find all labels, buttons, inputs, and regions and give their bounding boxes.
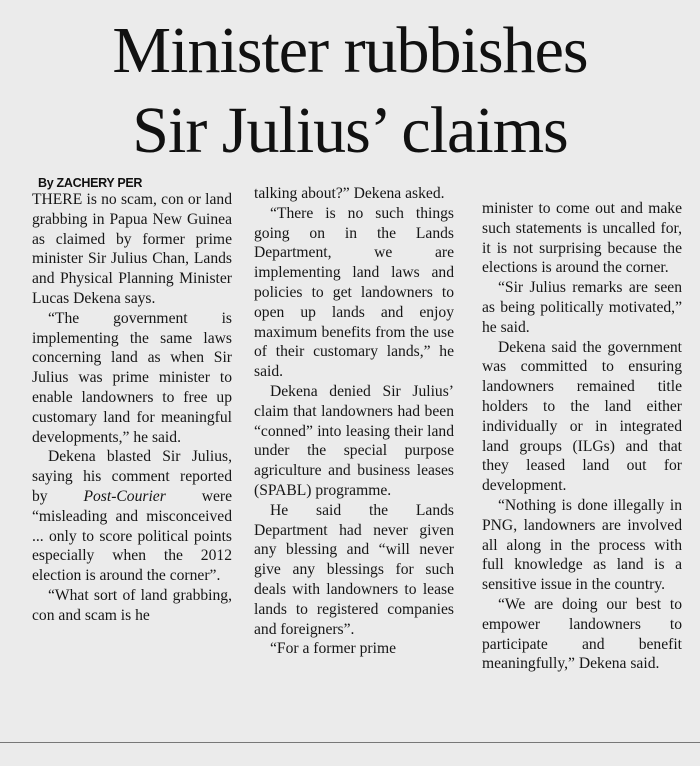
- paragraph: Dekena said the government was committed to ensuring landowners remained title holders to the land either individually or in integrated land groups (ILGs) and that they leased land out for development.: [482, 338, 682, 495]
- paragraph: “There is no such things going on in the Lands Department, we are implementing land laws and policies to get landowners to open up lands and enjoy maximum benefits from the use of their customary lands,” he said.: [254, 204, 454, 381]
- paragraph: “What sort of land grabbing, con and scam is he: [32, 586, 232, 624]
- paragraph: THERE is no scam, con or land grabbing in Papua New Guinea as claimed by former prime minister Sir Julius Chan, Lands and Physical Planning Minister Lucas Dekena says.: [32, 191, 232, 307]
- column-1: [32, 190, 232, 626]
- column-2: [254, 184, 454, 659]
- paragraph-text: Dekena blasted Sir Julius, saying his comment reported by: [32, 448, 232, 505]
- paragraph: He said the Lands Department had never given any blessing and “will never give any blessings for such deals with landowners to lease lands to registered companies and foreigners”.: [254, 501, 454, 638]
- paragraph-text: were “misleading and misconceived ... only to score political points especially when the 2012 election is around the corner”.: [32, 487, 232, 585]
- headline-line-2: Sir Julius’ claims: [132, 94, 568, 167]
- paragraph: “For a former prime: [270, 640, 396, 658]
- publication-name: Post-Courier: [83, 487, 166, 505]
- paragraph: Dekena denied Sir Julius’ claim that landowners had been “conned” into leasing their land under the special purpose agriculture and business leases (SPABL) programme.: [254, 382, 454, 499]
- paragraph: “Nothing is done illegally in PNG, landowners are involved all along in the process with full knowledge as land is a sensitive issue in the country.: [482, 496, 682, 594]
- paragraph: talking about?” Dekena asked.: [254, 185, 445, 202]
- headline-line-1: Minister rubbishes: [112, 14, 588, 87]
- paragraph: [32, 447, 232, 586]
- byline: By ZACHERY PER: [38, 176, 143, 190]
- column-3: [482, 199, 682, 674]
- bottom-rule: [0, 742, 700, 743]
- paragraph: “Sir Julius remarks are seen as being politically motivated,” he said.: [482, 279, 682, 336]
- paragraph: “The government is implementing the same laws concerning land as when Sir Julius was prime minister to enable landowners to free up customary land for meaningful developments,” he said.: [32, 309, 232, 446]
- paragraph: minister to come out and make such statements is uncalled for, it is not surprising because the elections is around the corner.: [482, 200, 682, 277]
- paragraph: “We are doing our best to empower landowners to participate and benefit meaningfully,” Dekena said.: [482, 595, 682, 673]
